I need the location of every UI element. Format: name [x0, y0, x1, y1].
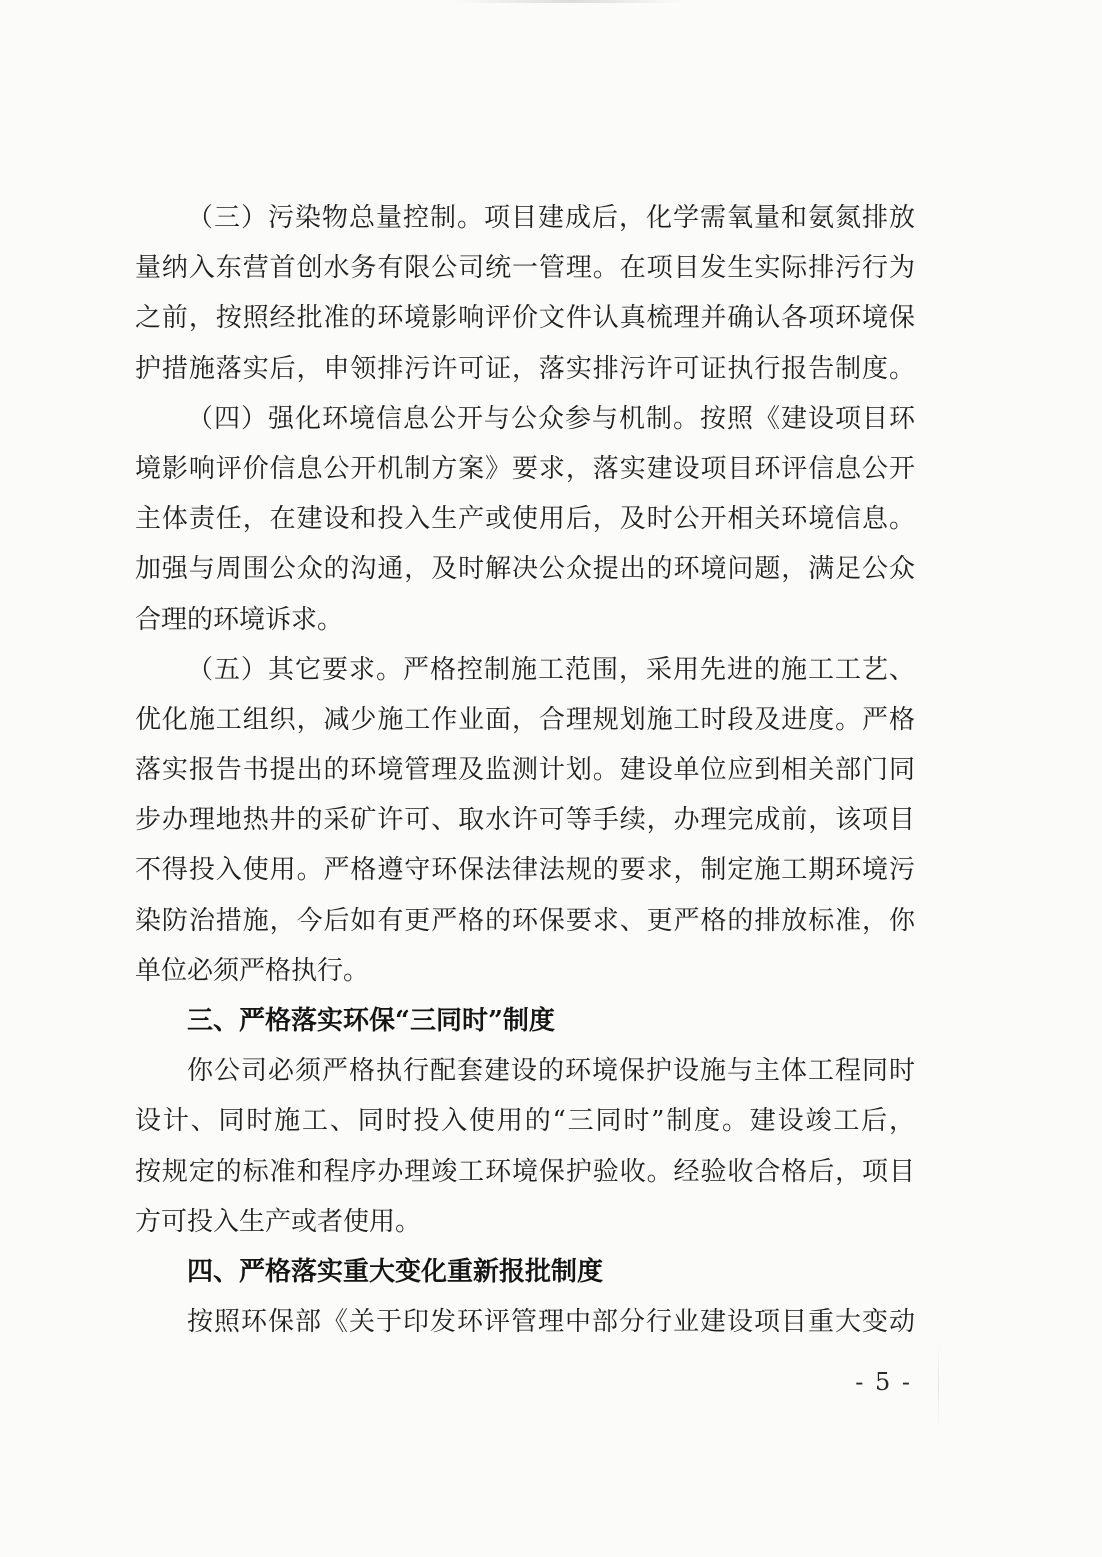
text-line: 境影响评价信息公开机制方案》要求，落实建设项目环评信息公开: [135, 453, 915, 484]
section-heading: 四、严格落实重大变化重新报批制度: [187, 1256, 604, 1287]
paragraph-item-5: [135, 645, 915, 996]
text-line: 单位必须严格执行。: [135, 955, 370, 986]
text-line: （四）强化环境信息公开与公众参与机制。按照《建设项目环: [187, 403, 915, 434]
document-body: [135, 193, 915, 1347]
text-line: 按规定的标准和程序办理竣工环境保护验收。经验收合格后，项目: [135, 1156, 915, 1187]
paragraph-item-3: [135, 193, 915, 394]
text-line: 你公司必须严格执行配套建设的环境保护设施与主体工程同时: [187, 1056, 915, 1087]
text-line: （三）污染物总量控制。项目建成后，化学需氧量和氨氮排放: [187, 203, 915, 233]
section-4: [135, 1247, 915, 1347]
scan-edge-mark: [455, 0, 685, 3]
text-line: 主体责任，在建设和投入生产或使用后，及时公开相关环境信息。: [135, 504, 915, 535]
text-line: 不得投入使用。严格遵守环保法律法规的要求，制定施工期环境污: [135, 855, 915, 886]
scan-edge-mark: [938, 1340, 939, 1430]
text-line: 优化施工组织，减少施工作业面，合理规划施工时段及进度。严格: [135, 704, 915, 735]
text-line: 之前，按照经批准的环境影响评价文件认真梳理并确认各项环境保: [135, 303, 915, 334]
text-line: 设计、同时施工、同时投入使用的“三同时”制度。建设竣工后，: [135, 1106, 915, 1137]
text-line: （五）其它要求。严格控制施工范围，采用先进的施工工艺、: [187, 654, 915, 685]
text-line: 按照环保部《关于印发环评管理中部分行业建设项目重大变动: [187, 1307, 915, 1338]
text-line: 加强与周围公众的沟通，及时解决公众提出的环境问题，满足公众: [135, 554, 915, 585]
text-line: 合理的环境诉求。: [135, 604, 344, 635]
text-line: 量纳入东营首创水务有限公司统一管理。在项目发生实际排污行为: [135, 253, 915, 284]
page-number: - 5 -: [855, 1368, 912, 1396]
text-line: 护措施落实后，申领排污许可证，落实排污许可证执行报告制度。: [135, 353, 915, 384]
text-line: 染防治措施，今后如有更严格的环保要求、更严格的排放标准，你: [135, 905, 915, 936]
paragraph-item-4: [135, 394, 915, 645]
text-line: 步办理地热井的采矿许可、取水许可等手续，办理完成前，该项目: [135, 805, 915, 836]
section-3: [135, 996, 915, 1247]
text-line: 方可投入生产或者使用。: [135, 1206, 422, 1237]
text-line: 落实报告书提出的环境管理及监测计划。建设单位应到相关部门同: [135, 755, 915, 786]
section-heading: 三、严格落实环保“三同时”制度: [187, 1006, 555, 1036]
